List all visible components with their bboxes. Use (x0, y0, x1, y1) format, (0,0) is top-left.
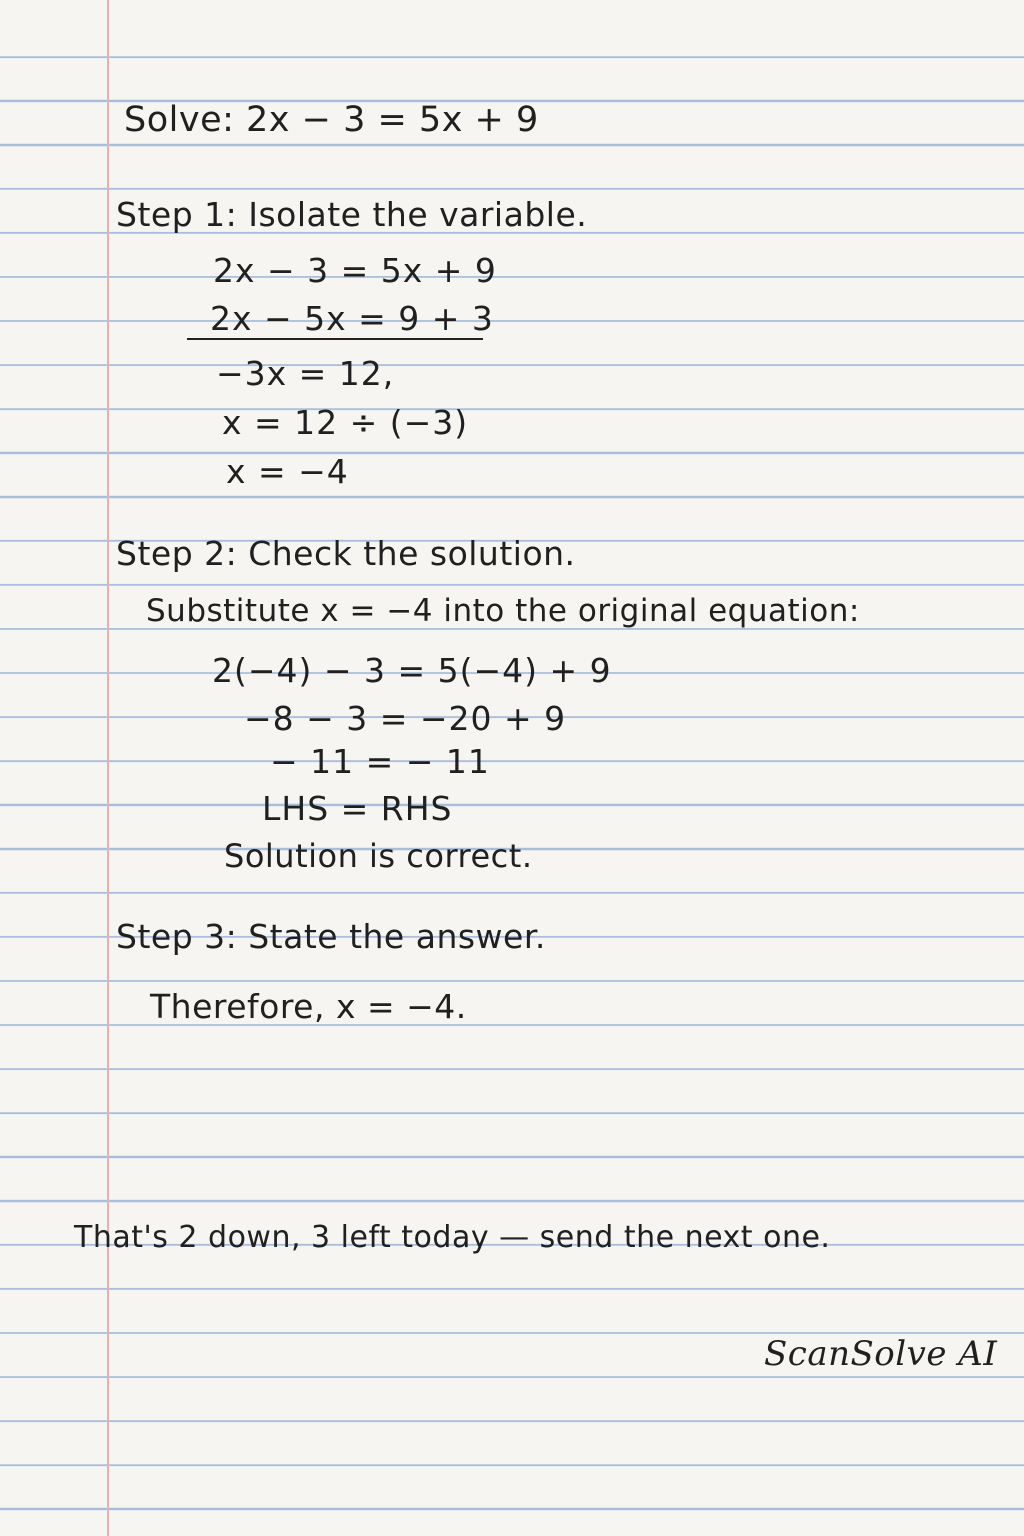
step2-intro: Substitute x = −4 into the original equation: (146, 593, 860, 629)
step1-line-4: x = 12 ÷ (−3) (222, 403, 469, 442)
step1-line-2: 2x − 5x = 9 + 3 (210, 299, 494, 338)
step1-heading: Step 1: Isolate the variable. (116, 195, 588, 234)
footer-note: That's 2 down, 3 left today — send the next one. (74, 1220, 831, 1255)
step2-line-3: − 11 = − 11 (270, 742, 490, 781)
step2-line-1: 2(−4) − 3 = 5(−4) + 9 (212, 651, 612, 690)
step1-line-1: 2x − 3 = 5x + 9 (213, 251, 497, 290)
step2-heading: Step 2: Check the solution. (116, 534, 576, 573)
step2-line-2: −8 − 3 = −20 + 9 (244, 699, 567, 738)
margin-line (107, 0, 109, 1536)
signature: ScanSolve AI (764, 1334, 998, 1374)
step2-line-5: Solution is correct. (224, 837, 533, 875)
step1-divider (187, 338, 483, 340)
problem-statement: Solve: 2x − 3 = 5x + 9 (124, 100, 539, 140)
step2-line-4: LHS = RHS (262, 789, 453, 828)
step3-answer: Therefore, x = −4. (150, 987, 467, 1026)
step3-heading: Step 3: State the answer. (116, 917, 546, 956)
step1-line-5: x = −4 (226, 452, 349, 491)
step1-line-3: −3x = 12, (216, 354, 395, 393)
